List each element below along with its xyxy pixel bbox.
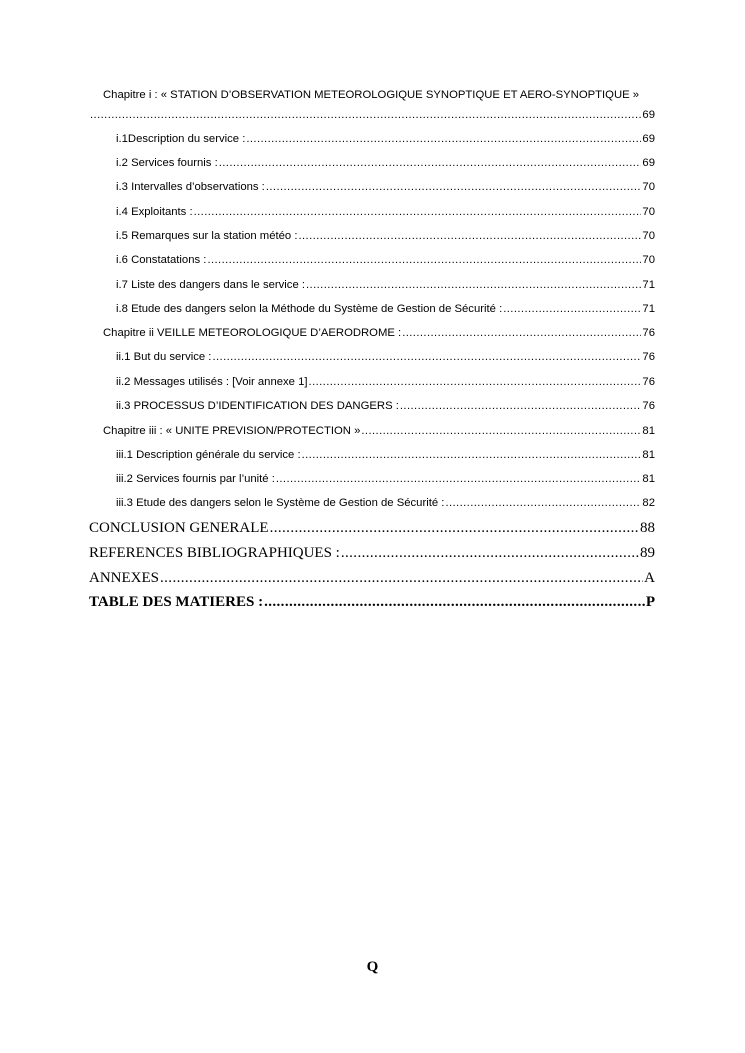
toc-entry-page: 81 <box>642 473 655 485</box>
dot-leader <box>276 473 642 485</box>
toc-entry-page: 69 <box>642 157 655 169</box>
toc-entry[interactable] <box>116 230 655 242</box>
toc-entry-page: 70 <box>642 206 655 218</box>
page-number: Q <box>366 959 379 975</box>
dot-leader <box>266 181 642 193</box>
toc-entry-label: Chapitre i : « STATION D’OBSERVATION METEOROLOGIQUE SYNOPTIQUE ET AERO-SYNOPTIQUE » <box>103 89 640 101</box>
toc-entry-page: 89 <box>640 545 655 561</box>
toc-entry[interactable] <box>116 133 655 145</box>
dot-leader <box>503 303 641 315</box>
toc-chapter-2[interactable] <box>103 327 655 339</box>
toc-entry-page: 81 <box>642 449 655 461</box>
toc-entry-label: Chapitre ii VEILLE METEOROLOGIQUE D’AERODROME : <box>103 327 402 339</box>
dot-leader <box>219 157 642 169</box>
toc-conclusion[interactable] <box>89 520 655 537</box>
toc-entry-label: i.8 Etude des dangers selon la Méthode du Système de Gestion de Sécurité : <box>116 303 503 315</box>
toc-entry[interactable] <box>116 376 655 388</box>
toc-entry-page: 71 <box>642 279 655 291</box>
toc-entry-label: CONCLUSION GENERALE <box>89 520 269 536</box>
toc-entry[interactable] <box>116 157 655 169</box>
toc-entry-label: i.3 Intervalles d’observations : <box>116 181 265 193</box>
toc-entry-label: ii.2 Messages utilisés : [Voir annexe 1] <box>116 376 308 388</box>
toc-entry[interactable] <box>116 303 655 315</box>
toc-references[interactable] <box>89 545 655 562</box>
dot-leader <box>90 109 641 121</box>
toc-entry-label: i.4 Exploitants : <box>116 206 193 218</box>
dot-leader <box>341 545 639 562</box>
dot-leader <box>160 570 643 587</box>
dot-leader <box>306 279 641 291</box>
dot-leader <box>402 327 641 339</box>
toc-entry-page: 70 <box>642 181 655 193</box>
toc-entry[interactable] <box>116 351 655 363</box>
toc-entry[interactable] <box>116 254 655 266</box>
toc-entry-page: 82 <box>642 497 655 509</box>
toc-entry-label: i.5 Remarques sur la station météo : <box>116 230 298 242</box>
toc-chapter-3[interactable] <box>103 425 655 437</box>
toc-entry-label: ii.1 But du service : <box>116 351 212 363</box>
toc-entry-label: TABLE DES MATIERES : <box>89 594 264 610</box>
dot-leader <box>246 133 641 145</box>
toc-entry-page: 76 <box>642 351 655 363</box>
dot-leader <box>400 400 642 412</box>
dot-leader <box>361 425 641 437</box>
dot-leader <box>298 230 641 242</box>
dot-leader <box>302 449 642 461</box>
toc-entry-label: ii.3 PROCESSUS D’IDENTIFICATION DES DANGERS : <box>116 400 399 412</box>
toc-entry-page: 76 <box>642 327 655 339</box>
dot-leader <box>207 254 641 266</box>
toc-entry-label: i.2 Services fournis : <box>116 157 218 169</box>
toc-entry-page: 69 <box>642 109 655 121</box>
toc-entry-label: ANNEXES <box>89 570 159 586</box>
toc-entry[interactable] <box>116 206 655 218</box>
toc-entry-page: 81 <box>642 425 655 437</box>
toc-chapter-1-title-line[interactable] <box>103 89 655 101</box>
toc-entry-label: iii.3 Etude des dangers selon le Système de Gestion de Sécurité : <box>116 497 445 509</box>
toc-table-des-matieres[interactable] <box>89 594 655 611</box>
toc-entry-page: A <box>644 570 655 586</box>
dot-leader <box>309 376 642 388</box>
dot-leader <box>270 520 639 537</box>
toc-entry-page: 70 <box>642 254 655 266</box>
dot-leader <box>264 594 645 611</box>
toc-entry-page: 69 <box>642 133 655 145</box>
toc-entry[interactable] <box>116 400 655 412</box>
toc-entry-page: 88 <box>640 520 655 536</box>
toc-entry-label: i.1Description du service : <box>116 133 246 145</box>
toc-entry-page: P <box>645 594 655 610</box>
toc-entry[interactable] <box>116 473 655 485</box>
toc-entry[interactable] <box>116 497 655 509</box>
toc-entry-page: 76 <box>642 376 655 388</box>
dot-leader <box>212 351 641 363</box>
toc-entry-label: iii.2 Services fournis par l’unité : <box>116 473 275 485</box>
toc-entry[interactable] <box>116 279 655 291</box>
toc-entry-label: i.6 Constatations : <box>116 254 207 266</box>
toc-entry-label: Chapitre iii : « UNITE PREVISION/PROTECTION » <box>103 425 361 437</box>
toc-entry-page: 70 <box>642 230 655 242</box>
toc-entry-label: i.7 Liste des dangers dans le service : <box>116 279 306 291</box>
toc-entry-label: REFERENCES BIBLIOGRAPHIQUES : <box>89 545 340 561</box>
dot-leader <box>445 497 641 509</box>
toc-entry[interactable] <box>116 449 655 461</box>
toc-entry[interactable] <box>116 181 655 193</box>
toc-entry-label: iii.1 Description générale du service : <box>116 449 301 461</box>
dot-leader <box>194 206 642 218</box>
toc-entry-page: 76 <box>642 400 655 412</box>
toc-entry-page: 71 <box>642 303 655 315</box>
toc-chapter-1-leader-line[interactable] <box>89 109 655 121</box>
toc-annexes[interactable] <box>89 570 655 587</box>
